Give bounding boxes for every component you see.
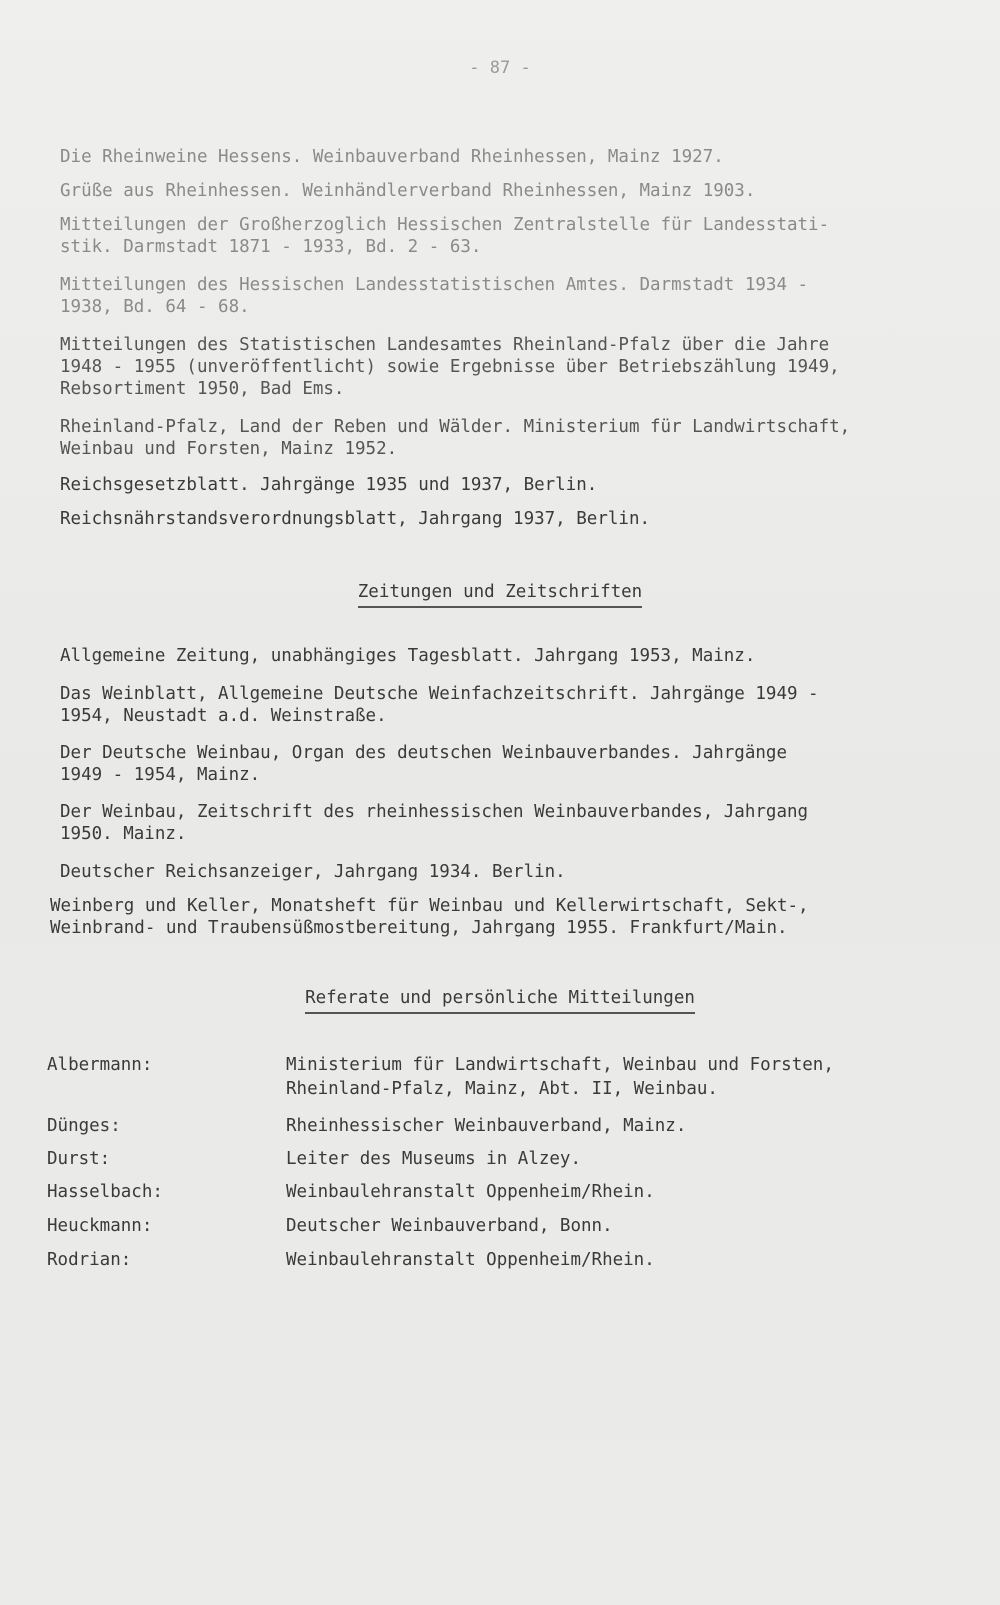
source-entry: Reichsnährstandsverordnungsblatt, Jahrgang 1937, Berlin. bbox=[60, 509, 651, 529]
section-heading-references bbox=[0, 986, 1000, 1014]
page-number: - 87 - bbox=[469, 58, 531, 78]
newspaper-entry: Weinberg und Keller, Monatsheft für Weinbau und Kellerwirtschaft, Sekt-, Weinbrand- und Traubensüßmostbereitung, Jahrgang 1955. Frankfurt/Main. bbox=[50, 896, 809, 938]
source-entry: Rheinland-Pfalz, Land der Reben und Wälder. Ministerium für Landwirtschaft, Weinbau und Forsten, Mainz 1952. bbox=[60, 417, 851, 459]
section-heading-text: Referate und persönliche Mitteilungen bbox=[305, 986, 695, 1014]
section-heading-newspapers bbox=[0, 580, 1000, 608]
newspaper-entry: Der Weinbau, Zeitschrift des rheinhessischen Weinbauverbandes, Jahrgang 1950. Mainz. bbox=[60, 802, 809, 844]
source-entry: Mitteilungen des Statistischen Landesamtes Rheinland-Pfalz über die Jahre 1948 - 1955 (unveröffentlicht) sowie Ergebnisse über Betriebszählung 1949, Rebsortiment 1950, Bad Ems. bbox=[60, 335, 840, 399]
newspaper-entry: Das Weinblatt, Allgemeine Deutsche Weinfachzeitschrift. Jahrgänge 1949 - 1954, Neustadt a.d. Weinstraße. bbox=[60, 684, 819, 726]
source-entry: Grüße aus Rheinhessen. Weinhändlerverband Rheinhessen, Mainz 1903. bbox=[60, 181, 756, 201]
newspaper-entry: Allgemeine Zeitung, unabhängiges Tagesblatt. Jahrgang 1953, Mainz. bbox=[60, 646, 756, 666]
source-entry: Mitteilungen des Hessischen Landesstatistischen Amtes. Darmstadt 1934 - 1938, Bd. 64 - 68. bbox=[60, 275, 809, 317]
reference-value: Deutscher Weinbauverband, Bonn. bbox=[286, 1216, 613, 1236]
reference-name: Albermann: bbox=[47, 1055, 153, 1075]
reference-value: Ministerium für Landwirtschaft, Weinbau und Forsten, Rheinland-Pfalz, Mainz, Abt. II, Weinbau. bbox=[286, 1055, 834, 1099]
source-entry: Reichsgesetzblatt. Jahrgänge 1935 und 1937, Berlin. bbox=[60, 475, 598, 495]
reference-name: Durst: bbox=[47, 1149, 111, 1169]
source-entry: Die Rheinweine Hessens. Weinbauverband Rheinhessen, Mainz 1927. bbox=[60, 147, 724, 167]
reference-value: Leiter des Museums in Alzey. bbox=[286, 1149, 582, 1169]
source-entry: Mitteilungen der Großherzoglich Hessischen Zentralstelle für Landesstati- stik. Darmstadt 1871 - 1933, Bd. 2 - 63. bbox=[60, 215, 830, 257]
newspaper-entry: Der Deutsche Weinbau, Organ des deutschen Weinbauverbandes. Jahrgänge 1949 - 1954, Mainz. bbox=[60, 743, 787, 785]
reference-name: Hasselbach: bbox=[47, 1182, 163, 1202]
reference-value: Rheinhessischer Weinbauverband, Mainz. bbox=[286, 1116, 687, 1136]
newspaper-entry: Deutscher Reichsanzeiger, Jahrgang 1934. Berlin. bbox=[60, 862, 566, 882]
reference-name: Dünges: bbox=[47, 1116, 121, 1136]
reference-name: Heuckmann: bbox=[47, 1216, 153, 1236]
reference-value: Weinbaulehranstalt Oppenheim/Rhein. bbox=[286, 1250, 655, 1270]
section-heading-text: Zeitungen und Zeitschriften bbox=[358, 580, 642, 608]
reference-value: Weinbaulehranstalt Oppenheim/Rhein. bbox=[286, 1182, 655, 1202]
reference-name: Rodrian: bbox=[47, 1250, 132, 1270]
